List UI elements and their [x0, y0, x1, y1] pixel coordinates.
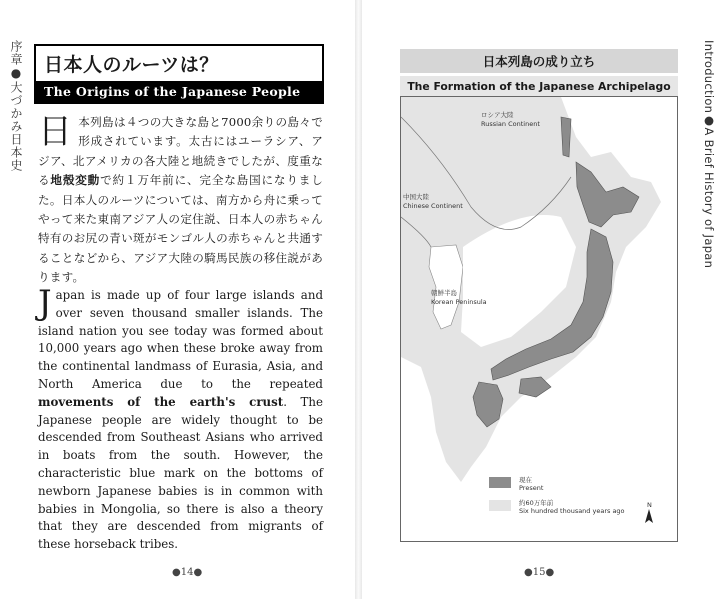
sakhalin: [561, 117, 571, 157]
japan-map: [401, 97, 677, 541]
map-header: [400, 49, 678, 97]
english-body: [38, 283, 323, 552]
legend-swatch-ancient: [489, 500, 511, 511]
legend-ancient-ja: 約60万年前: [519, 499, 554, 507]
legend-present-ja: 現在: [519, 476, 532, 484]
japanese-paragraph: [38, 113, 323, 288]
legend-ancient-en: Six hundred thousand years ago: [519, 507, 625, 515]
section-title-english: The Origins of the Japanese People: [36, 81, 322, 102]
label-korea-en: Korean Peninsula: [431, 298, 487, 306]
compass-icon: [645, 501, 653, 523]
right-page: [362, 0, 720, 599]
map-frame: [400, 96, 678, 542]
page-number-right: ●15●: [524, 567, 555, 578]
english-text-run: . The Japanese people are widely thought to be descended from Southeast Asians who arrived in boats from the south. However, the characteristic blue mark on the bottoms of newborn Japanese babies is in common with babies in Mongolia, so there is also a theory that they are descended from migrants of these horseback tribes.: [38, 394, 323, 552]
map-title-japanese: 日本列島の成り立ち: [400, 49, 678, 73]
japanese-text-run: で約１万年前に、完全な島国になりました。日本人のルーツについては、南方から舟に乗ってやって来た東南アジア人の定住説、日本人の赤ちゃん特有のお尻の青い斑がモンゴル人の赤ちゃんと共通することなどから、アジア大陸の騎馬民族の移住説があります。: [38, 173, 323, 285]
book-gutter: [355, 0, 362, 599]
english-dropcap: J: [38, 283, 52, 323]
label-korea-ja: 朝鮮半島: [431, 289, 457, 297]
legend-present-en: Present: [519, 484, 544, 492]
japanese-body: [38, 112, 323, 285]
label-china-en: Chinese Continent: [403, 202, 463, 210]
map-title-english: The Formation of the Japanese Archipelago: [400, 76, 678, 97]
japanese-text-run: 地殻変動: [50, 173, 101, 188]
japanese-dropcap: 日: [38, 112, 73, 152]
left-page: [0, 0, 355, 599]
compass-label: N: [647, 501, 652, 509]
legend-swatch-present: [489, 477, 511, 488]
label-russia-ja: ロシア大陸: [481, 111, 514, 119]
running-head-left: 序章●大づかみ日本史: [9, 40, 23, 172]
label-china-ja: 中国大陸: [403, 193, 429, 201]
running-head-right: Introduction●A Brief History of Japan: [702, 40, 716, 269]
section-title-japanese: 日本人のルーツは？: [36, 46, 322, 81]
english-text-run: movements of the earth's crust: [38, 394, 284, 409]
english-text-run: apan is made up of four large islands and over seven thousand smaller islands. The island nation you see today was formed about 10,000 years ago when these broke away from the continental landmass of Eurasia, Asia, and North America due to the repeated: [38, 288, 323, 391]
page-number-left: ●14●: [172, 567, 203, 578]
section-title-box: [34, 44, 324, 104]
label-russia-en: Russian Continent: [481, 120, 540, 128]
english-paragraph: [38, 283, 323, 554]
japanese-text-run: 本列島は４つの大きな島と7000余りの島々で形成されています。太古にはユーラシア、アジア、北アメリカの各大陸と地続きでしたが、度重なる: [38, 115, 323, 188]
